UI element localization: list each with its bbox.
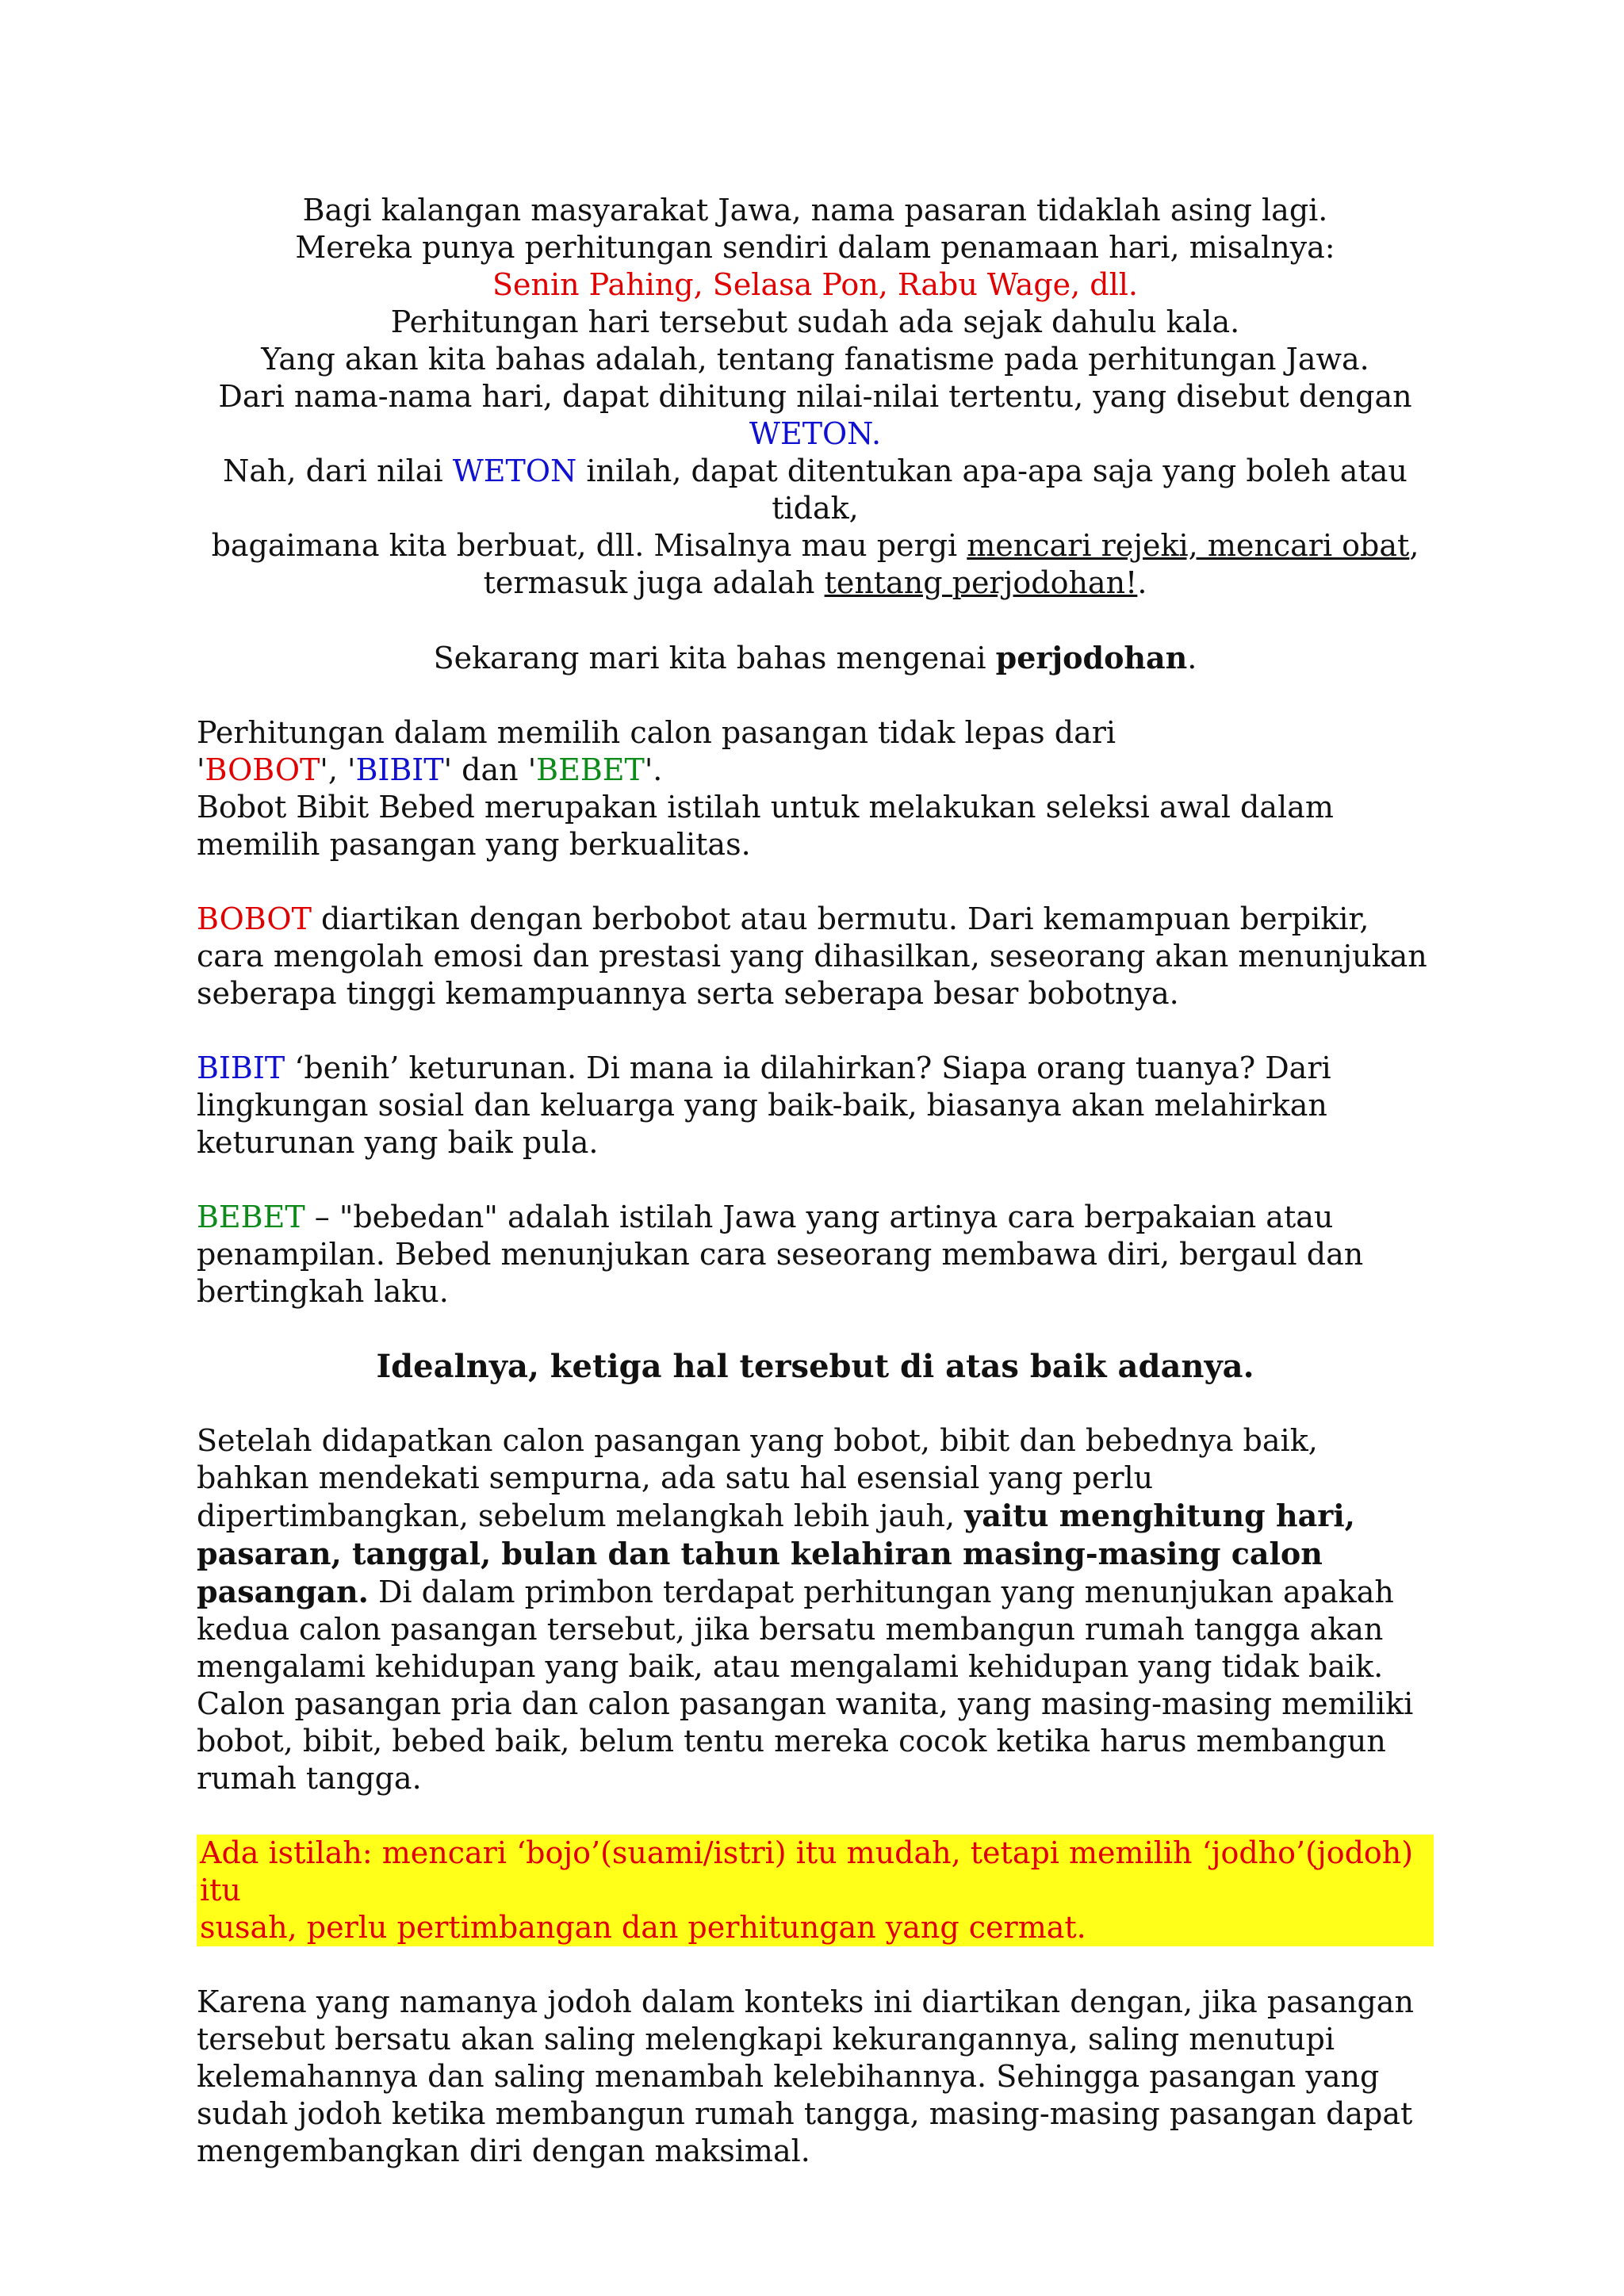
bibit-text: ‘benih’ keturunan. Di mana ia dilahirkan? Siapa orang tuanya? Dari lingkungan sosial dan keluarga yang baik-baik, biasanya akan melahirkan keturunan yang baik pula.: [197, 1050, 1331, 1160]
intro-line-4: Perhitungan hari tersebut sudah ada sejak dahulu kala.: [390, 304, 1240, 339]
discuss-line: [197, 639, 1434, 677]
ideal-a: Setelah didapatkan calon pasangan yang bobot, bibit dan bebednya baik, bahkan mendekati sempurna, ada satu hal esensial yang perlu dipertimbangkan, sebelum melangkah lebih jauh,: [197, 1423, 1318, 1533]
calc-line-1: Perhitungan dalam memilih calon pasangan tidak lepas dari: [197, 715, 1116, 750]
document-page: [197, 192, 1434, 2170]
calc-term-bebet: BEBET: [536, 752, 645, 787]
bebet-term: BEBET: [197, 1200, 305, 1234]
bobot-text: diartikan dengan berbobot atau bermutu. Dari kemampuan berpikir, cara mengolah emosi dan prestasi yang dihasilkan, seseorang akan menunjukan seberapa tinggi kemampuannya serta seberapa besar bobotnya.: [197, 901, 1427, 1011]
intro-line-10-c: .: [1137, 565, 1147, 600]
intro-underlined-perjodohan: tentang perjodohan!: [824, 565, 1138, 600]
ideal-paragraph: [197, 1422, 1434, 1797]
section-heading: Idealnya, ketiga hal tersebut di atas baik adanya.: [376, 1348, 1254, 1385]
highlight-line-1: Ada istilah: mencari ‘bojo’(suami/istri) itu mudah, tetapi memilih ‘jodho’(jodoh) itu: [197, 1835, 1434, 1909]
intro-underlined-examples: mencari rejeki, mencari obat: [967, 528, 1410, 563]
calc-body: Bobot Bibit Bebed merupakan istilah untuk melakukan seleksi awal dalam memilih pasangan yang berkualitas.: [197, 790, 1334, 862]
intro-line-1: Bagi kalangan masyarakat Jawa, nama pasaran tidaklah asing lagi.: [302, 193, 1328, 228]
intro-line-9-a: bagaimana kita berbuat, dll. Misalnya mau pergi: [211, 528, 967, 563]
highlight-line-2: susah, perlu pertimbangan dan perhitungan yang cermat.: [197, 1909, 1434, 1946]
intro-line-6: Dari nama-nama hari, dapat dihitung nilai-nilai tertentu, yang disebut dengan: [218, 379, 1412, 414]
intro-line-5: Yang akan kita bahas adalah, tentang fanatisme pada perhitungan Jawa.: [261, 342, 1369, 377]
discuss-c: .: [1187, 641, 1197, 675]
ideal-c: Di dalam primbon terdapat perhitungan yang menunjukan apakah kedua calon pasangan tersebut, jika bersatu membangun rumah tangga akan mengalami kehidupan yang baik, atau mengalami kehidupan yang tidak baik. Calon pasangan pria dan calon pasangan wanita, yang masing-masing memiliki bobot, bibit, bebed baik, belum tentu mereka cocok ketika harus membangun rumah tangga.: [197, 1575, 1414, 1796]
bibit-term: BIBIT: [197, 1050, 285, 1085]
intro-weton-term: WETON.: [749, 416, 882, 451]
intro-section: [197, 192, 1434, 677]
calc-q2: ', ': [320, 752, 356, 787]
discuss-bold: perjodohan: [995, 640, 1188, 675]
calc-q1: ': [197, 752, 205, 787]
intro-line-9: [197, 527, 1434, 564]
calc-term-bibit: BIBIT: [355, 752, 444, 787]
highlight-box: [197, 1835, 1434, 1946]
calc-term-bobot: BOBOT: [205, 752, 320, 787]
intro-line-10: [197, 564, 1434, 602]
intro-line-2: Mereka punya perhitungan sendiri dalam penamaan hari, misalnya:: [295, 230, 1335, 265]
calc-q3: ' dan ': [443, 752, 537, 787]
intro-line-8: [197, 453, 1434, 527]
bebet-paragraph: [197, 1199, 1434, 1311]
intro-line-10-a: termasuk juga adalah: [483, 565, 825, 600]
ideal-bold: yaitu menghitung hari, pasaran, tanggal, bulan dan tahun kelahiran masing-masing calon pasangan.: [197, 1498, 1355, 1609]
calc-q4: '.: [644, 752, 663, 787]
intro-line-8-a: Nah, dari nilai: [223, 453, 453, 488]
bobot-term: BOBOT: [197, 901, 312, 936]
intro-line-8-c: inilah, dapat ditentukan apa-apa saja yang boleh atau tidak,: [576, 453, 1408, 526]
bibit-paragraph: [197, 1050, 1434, 1161]
intro-day-examples: Senin Pahing, Selasa Pon, Rabu Wage, dll.: [492, 267, 1138, 302]
bebet-text: – "bebedan" adalah istilah Jawa yang artinya cara berpakaian atau penampilan. Bebed menunjukan cara seseorang membawa diri, bergaul dan bertingkah laku.: [197, 1200, 1364, 1309]
closing-paragraph: Karena yang namanya jodoh dalam konteks ini diartikan dengan, jika pasangan tersebut bersatu akan saling melengkapi kekurangannya, saling menutupi kelemahannya dan saling menambah kelebihannya. Sehingga pasangan yang sudah jodoh ketika membangun rumah tangga, masing-masing pasangan dapat mengembangkan diri dengan maksimal.: [197, 1984, 1414, 2168]
intro-line-9-c: ,: [1409, 528, 1419, 563]
bobot-paragraph: [197, 901, 1434, 1012]
calc-terms-line: [197, 752, 1434, 789]
discuss-a: Sekarang mari kita bahas mengenai: [433, 641, 996, 675]
intro-weton-inline: WETON: [452, 453, 577, 488]
calc-section: [197, 714, 1434, 863]
